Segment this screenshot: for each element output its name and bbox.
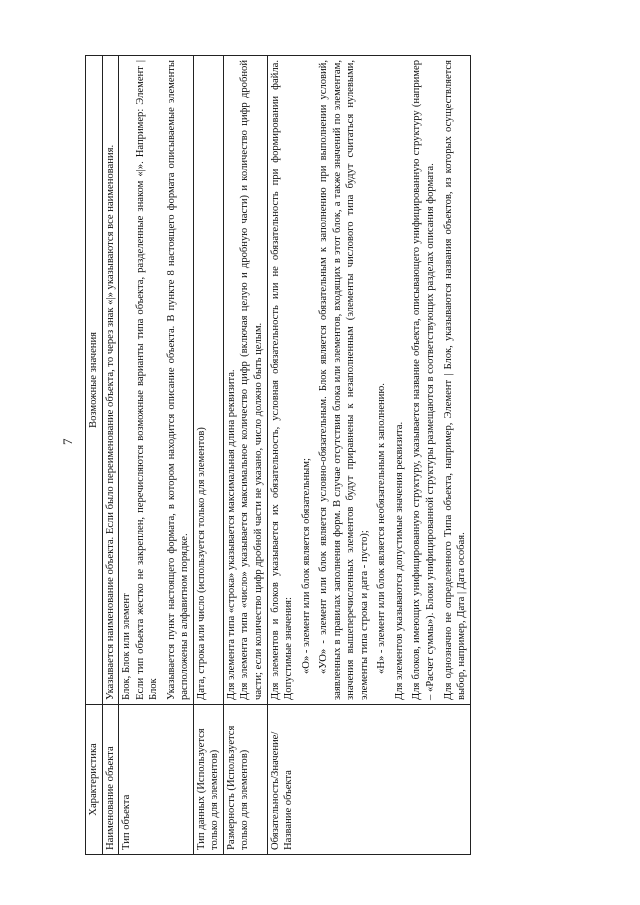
cell-values bbox=[193, 56, 223, 705]
value-text: Дата, строка или число (используется только для элементов) bbox=[195, 427, 207, 700]
table-row-object-type bbox=[119, 56, 194, 855]
table-row-dimension bbox=[223, 56, 267, 855]
cell-values bbox=[119, 56, 194, 705]
value-text: Для однозначно не определенного Типа объекта, например, Элемент | Блок, указываются названия объектов, из которых осуществляется выбор, например, Дата | Дата особая. bbox=[442, 60, 468, 700]
table-row-object-name bbox=[102, 56, 119, 855]
page-number: 7 bbox=[60, 438, 75, 445]
value-text: Указывается наименование объекта. Если было переименование объекта, то через знак «|» указываются все наименования. bbox=[104, 144, 116, 700]
value-text: Блок, Блок или элемент bbox=[121, 593, 133, 700]
table-header-row bbox=[86, 56, 103, 855]
value-text: «УО» - элемент или блок является условно-обязательным. Блок является обязательным к заполнению при выполнении условий, заявленных в правилах заполнения форм. В случае отсутствия блока или элементов, входящих в этот блок, а также значений по элементам, значения вышеперечисленных элементов будут приравнены к незаполненным (элементы числового типа будут считаться нулевыми, элементы типа строка и дата - пусто); bbox=[318, 60, 370, 700]
value-text: Для элементов указываются допустимые значения реквизита. bbox=[393, 421, 405, 700]
value-text: Для элементов и блоков указывается их обязательность, условная обязательность или не обязательность при формировании файла. Допустимые значения: bbox=[269, 60, 295, 700]
cell-characteristic: Тип объекта bbox=[119, 705, 194, 855]
cell-characteristic: Тип данных (Используется только для элементов) bbox=[193, 705, 223, 855]
header-characteristic: Характеристика bbox=[86, 705, 103, 855]
value-text: Для элемента типа «число» указывается максимальное количество цифр (включая целую и дробную части) и количество цифр дробной части; если количество цифр дробной части не указано, число должно быть целым. bbox=[239, 60, 265, 700]
value-text: Указывается пункт настоящего формата, в котором находится описание объекта. В пункте 8 настоящего формата описываемые элементы расположены в алфавитном порядке. bbox=[165, 60, 191, 700]
table-row-data-type bbox=[193, 56, 223, 855]
value-text: Если тип объекта жестко не закреплен, перечисляются возможные варианты типа объекта, разделенные знаком «|». Например: Элемент | Блок bbox=[134, 60, 160, 700]
value-text: Для блоков, имеющих унифицированную структуру, указывается название объекта, описывающего унифицированную структуру (например – «Расчет суммы»). Блоки унифицированной структуры размещаются в соответствующих разделах описания формата. bbox=[411, 60, 437, 700]
cell-values bbox=[267, 56, 470, 705]
value-text: «Н» - элемент или блок является необязательным к заполнению. bbox=[376, 383, 388, 674]
table-row-obligatoriness bbox=[267, 56, 470, 855]
header-possible-values: Возможные значения bbox=[86, 56, 103, 705]
cell-characteristic: Обязательность/Значение/ Название объекта bbox=[267, 705, 470, 855]
value-text: «О» - элемент или блок является обязательным; bbox=[300, 458, 312, 674]
cell-values bbox=[102, 56, 119, 705]
cell-characteristic: Наименование объекта bbox=[102, 705, 119, 855]
cell-characteristic: Размерность (Используется только для элементов) bbox=[223, 705, 267, 855]
value-text: Для элемента типа «строка» указывается максимальная длина реквизита. bbox=[225, 369, 237, 700]
cell-values bbox=[223, 56, 267, 705]
format-description-table bbox=[85, 55, 471, 855]
rotated-page bbox=[85, 55, 595, 855]
